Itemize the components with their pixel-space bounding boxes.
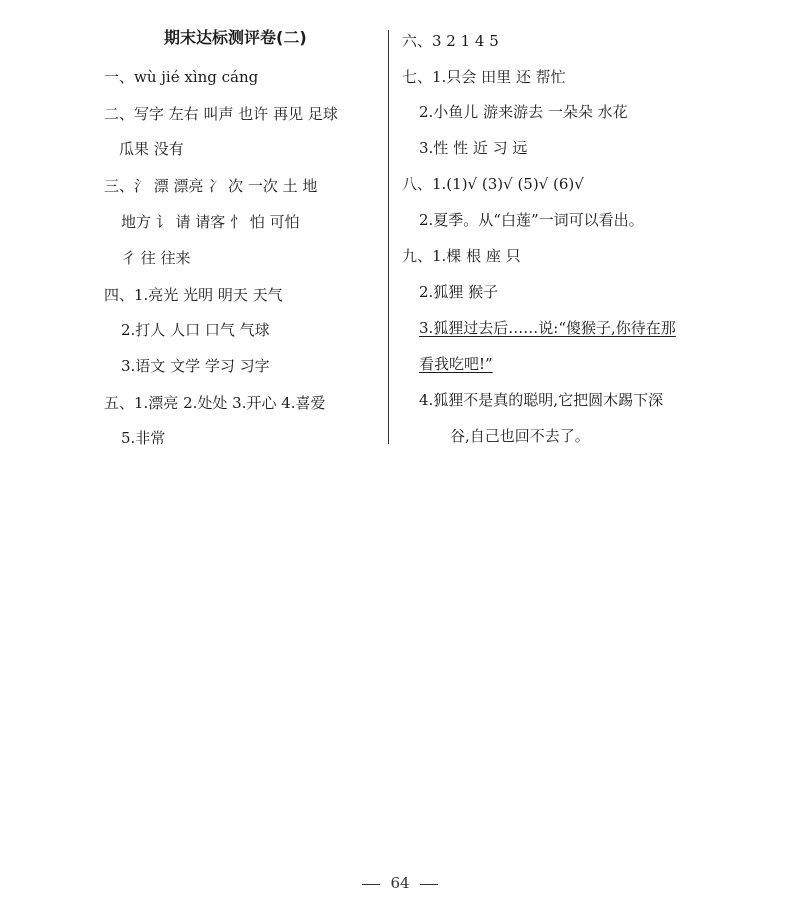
answer-line-2-continued: 瓜果 没有 [119,140,184,158]
answer-line-9-4-continued: 谷,自己也回不去了。 [450,427,590,445]
answer-line-4-3: 3.语文 文学 学习 习字 [121,357,270,375]
answer-line-8-1: 八、1.(1)√ (3)√ (5)√ (6)√ [402,175,584,193]
answer-line-5: 五、1.漂亮 2.处处 3.开心 4.喜爱 [104,394,326,412]
dash-left [362,884,380,885]
page-title: 期末达标测评卷(二) [164,28,307,47]
answer-line-5-continued: 5.非常 [121,429,166,447]
answer-line-4-1: 四、1.亮光 光明 明天 天气 [104,286,283,304]
answer-line-3: 三、氵 漂 漂亮 冫 次 一次 土 地 [104,177,318,195]
answer-line-9-3-continued: 看我吃吧!” [419,355,493,373]
answer-line-2: 二、写字 左右 叫声 也许 再见 足球 [104,105,338,123]
answer-line-9-2: 2.狐狸 猴子 [419,283,499,301]
answer-line-6: 六、3 2 1 4 5 [402,32,499,50]
column-divider [388,30,389,444]
answer-line-7-3: 3.性 性 近 习 远 [419,139,528,157]
answer-line-7-2: 2.小鱼儿 游来游去 一朵朵 水花 [419,103,628,121]
page-number-text: 64 [390,874,410,892]
answer-line-9-1: 九、1.棵 根 座 只 [402,247,521,265]
dash-right [420,884,438,885]
answer-line-4-2: 2.打人 人口 口气 气球 [121,321,270,339]
answer-line-7-1: 七、1.只会 田里 还 帮忙 [402,68,566,86]
answer-line-3-continued: 地方 讠 请 请客 忄 怕 可怕 [121,213,300,231]
page-number [0,874,800,892]
answer-line-1: 一、wù jié xìng cáng [104,68,259,86]
answer-line-8-2: 2.夏季。从“白莲”一词可以看出。 [419,211,644,229]
answer-line-9-4: 4.狐狸不是真的聪明,它把圆木踢下深 [419,391,664,409]
answer-line-3-continued-2: 彳 往 往来 [121,249,191,267]
answer-line-9-3: 3.狐狸过去后……说:“傻猴子,你待在那 [419,319,676,337]
